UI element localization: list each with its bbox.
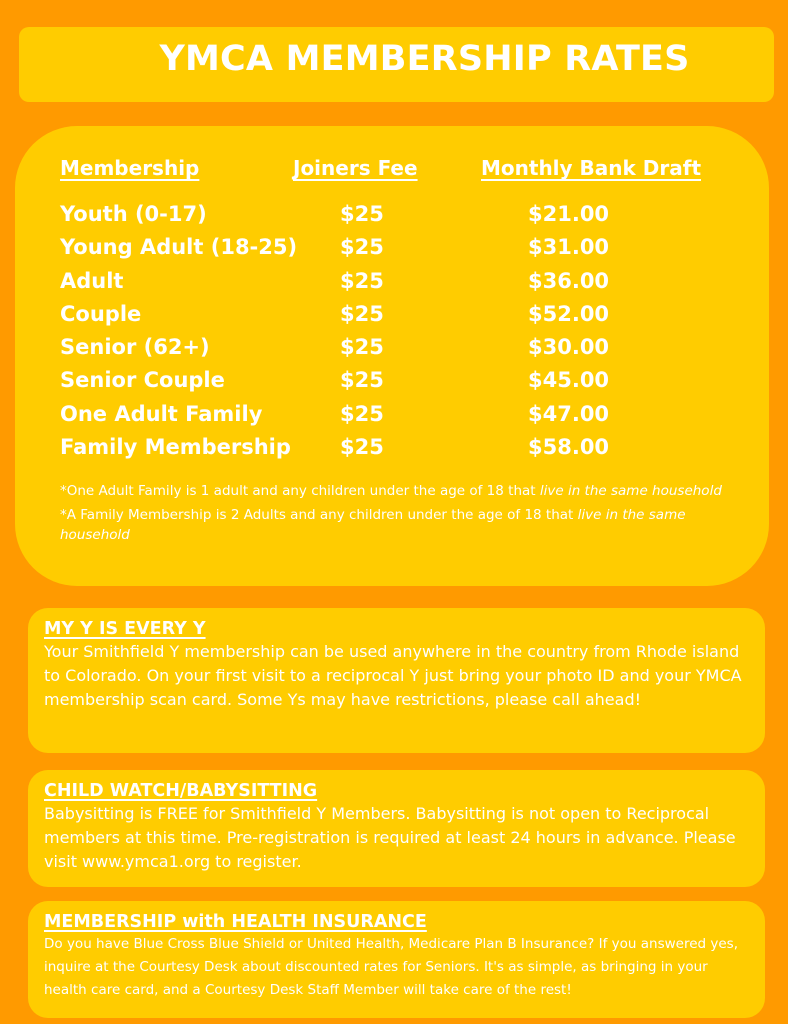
rate-name: Adult — [60, 268, 124, 293]
rate-row — [15, 432, 769, 465]
rate-name: One Adult Family — [60, 401, 263, 426]
section-heading: MY Y IS EVERY Y — [44, 619, 206, 639]
rate-name: Family Membership — [60, 435, 291, 460]
rate-draft: $30.00 — [528, 335, 610, 360]
rate-row — [15, 332, 769, 365]
rates-notes — [60, 481, 750, 549]
header-membership: Membership — [60, 156, 200, 180]
rate-draft: $31.00 — [528, 235, 610, 260]
rates-panel — [15, 126, 769, 586]
section-body: Do you have Blue Cross Blue Shield or United Health, Medicare Plan B Insurance? If you answered yes, inquire at the Courtesy Desk about discounted rates for Seniors. It's as simple, as bringing in your health care card, and a Courtesy Desk Staff Member will take care of the rest! — [44, 936, 738, 998]
child-watch-section — [28, 770, 765, 887]
rate-draft: $47.00 — [528, 401, 610, 426]
rate-name: Senior (62+) — [60, 335, 210, 360]
health-insurance-section — [28, 901, 765, 1018]
rate-draft: $58.00 — [528, 435, 610, 460]
rate-row — [15, 199, 769, 232]
rate-name: Young Adult (18-25) — [60, 235, 298, 260]
note-text: *A Family Membership is 2 Adults and any children under the age of 18 that — [60, 507, 578, 523]
rate-name: Couple — [60, 301, 142, 326]
rate-draft: $21.00 — [528, 202, 610, 226]
my-y-section — [28, 608, 765, 753]
header-monthly-bank-draft: Monthly Bank Draft — [481, 156, 701, 180]
section-heading: MEMBERSHIP with HEALTH INSURANCE — [44, 912, 427, 932]
rate-fee: $25 — [340, 435, 384, 460]
note-one-adult-family — [60, 481, 750, 501]
rate-row — [15, 299, 769, 332]
header-joiners-fee: Joiners Fee — [293, 156, 418, 180]
rate-fee: $25 — [340, 268, 384, 293]
rate-fee: $25 — [340, 301, 384, 326]
rate-draft: $52.00 — [528, 301, 610, 326]
section-body: Babysitting is FREE for Smithfield Y Members. Babysitting is not open to Reciprocal members at this time. Pre-registration is required at least 24 hours in advance. Please visit www.ymca1.org to register. — [44, 804, 736, 871]
note-emphasis: live in the same household — [60, 507, 686, 543]
rate-name: Senior Couple — [60, 368, 225, 393]
note-text: *One Adult Family is 1 adult and any children under the age of 18 that — [60, 483, 540, 499]
note-emphasis: live in the same household — [539, 483, 722, 499]
rate-draft: $36.00 — [528, 268, 610, 293]
rate-name: Youth (0-17) — [60, 202, 207, 226]
rate-fee: $25 — [340, 401, 384, 426]
rate-draft: $45.00 — [528, 368, 610, 393]
title-banner — [19, 27, 774, 102]
rate-row — [15, 365, 769, 398]
rate-row — [15, 232, 769, 265]
rate-fee: $25 — [340, 335, 384, 360]
note-family-membership — [60, 505, 750, 545]
rate-row — [15, 266, 769, 299]
rate-fee: $25 — [340, 235, 384, 260]
section-body: Your Smithfield Y membership can be used anywhere in the country from Rhode island to Colorado. On your first visit to a reciprocal Y just bring your photo ID and your YMCA membership scan card. Some Ys may have restrictions, please call ahead! — [44, 642, 742, 709]
rate-fee: $25 — [340, 368, 384, 393]
rate-fee: $25 — [340, 202, 384, 226]
rates-list — [15, 199, 769, 465]
section-heading: CHILD WATCH/BABYSITTING — [44, 781, 318, 801]
rate-row — [15, 399, 769, 432]
page-title: YMCA MEMBERSHIP RATES — [159, 39, 690, 79]
